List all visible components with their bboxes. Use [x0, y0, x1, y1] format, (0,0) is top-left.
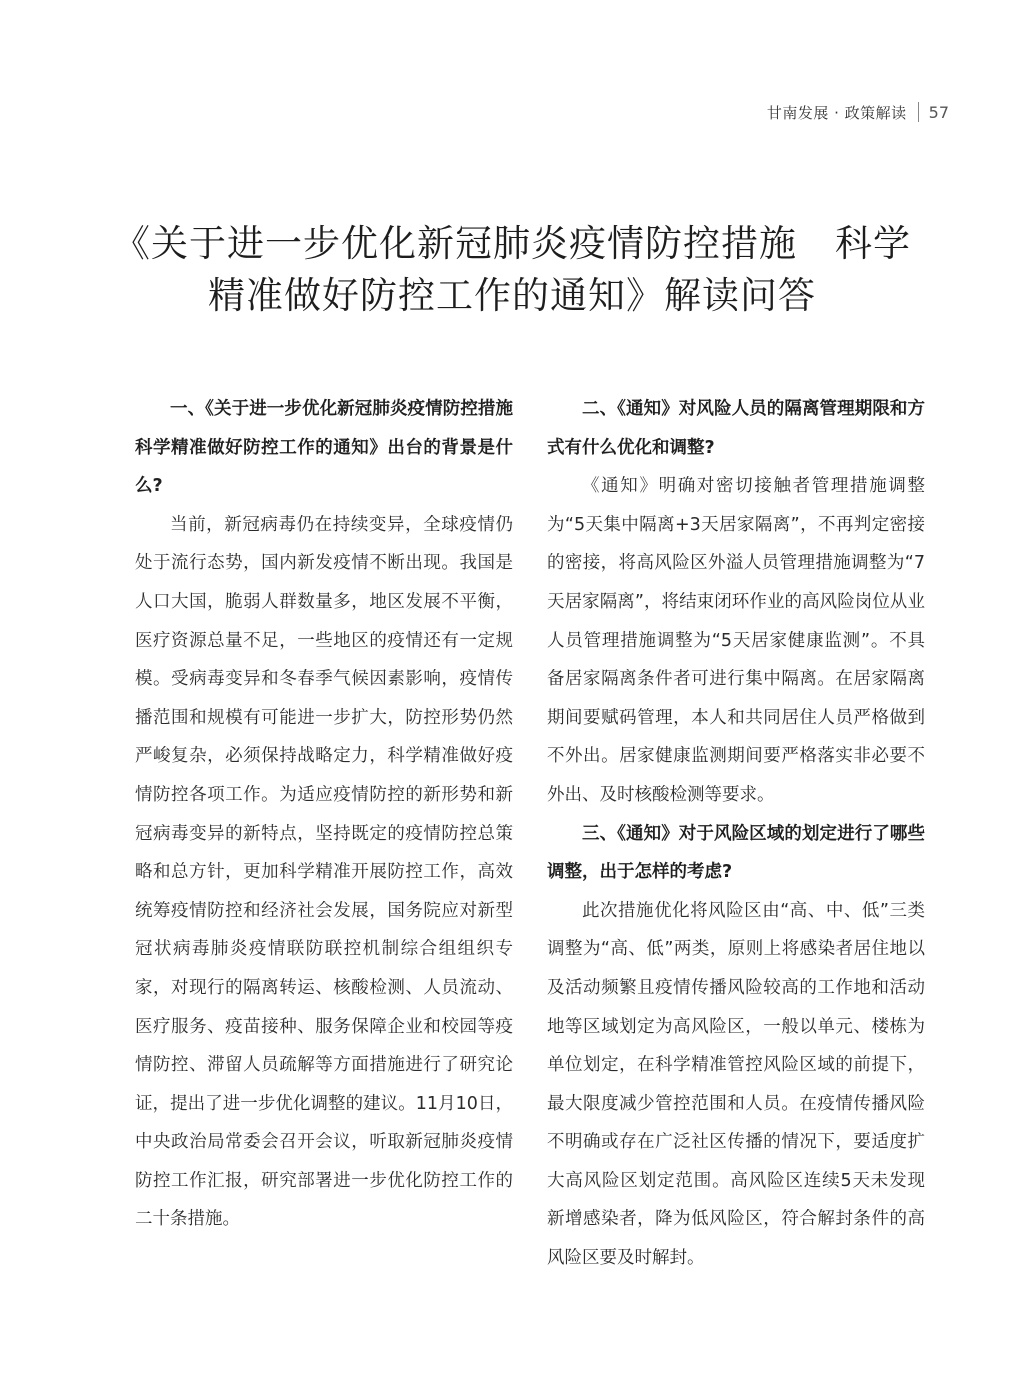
question-3: 三、《通知》对于风险区域的划定进行了哪些调整，出于怎样的考虑?	[547, 823, 925, 883]
left-column	[135, 390, 531, 1239]
right-column	[547, 390, 925, 1278]
answer-2: 《通知》明确对密切接触者管理措施调整为“5天集中隔离+3天居家隔离”，不再判定密接的密接，将高风险区外溢人员管理措施调整为“7天居家隔离”，将结束闭环作业的高风险岗位从业人员管理措施调整为“5天居家健康监测”。不具备居家隔离条件者可进行集中隔离。在居家隔离期间要赋码管理，本人和共同居住人员严格做到不外出。居家健康监测期间要严格落实非必要不外出、及时核酸检测等要求。	[547, 476, 925, 805]
header-divider	[918, 102, 919, 122]
running-header	[767, 101, 949, 123]
answer-3: 此次措施优化将风险区由“高、中、低”三类调整为“高、低”两类，原则上将感染者居住地以及活动频繁且疫情传播风险较高的工作地和活动地等区域划定为高风险区，一般以单元、楼栋为单位划定，在科学精准管控风险区域的前提下，最大限度减少管控范围和人员。在疫情传播风险不明确或存在广泛社区传播的情况下，要适度扩大高风险区划定范围。高风险区连续5天未发现新增感染者，降为低风险区，符合解封条件的高风险区要及时解封。	[547, 900, 925, 1269]
article-title	[0, 218, 1024, 322]
question-1: 一、《关于进一步优化新冠肺炎疫情防控措施 科学精准做好防控工作的通知》出台的背景是什么?	[135, 399, 531, 497]
question-2: 二、《通知》对风险人员的隔离管理期限和方式有什么优化和调整?	[547, 399, 925, 458]
page-number: 57	[928, 102, 949, 122]
article-title-line-2: 精准做好防控工作的通知》解读问答	[208, 274, 816, 317]
journal-section-label: 甘南发展 · 政策解读	[766, 103, 907, 122]
article-title-line-1: 《关于进一步优化新冠肺炎疫情防控措施 科学	[113, 222, 911, 265]
answer-1: 当前，新冠病毒仍在持续变异，全球疫情仍处于流行态势，国内新发疫情不断出现。我国是人口大国，脆弱人群数量多，地区发展不平衡，医疗资源总量不足，一些地区的疫情还有一定规模。受病毒变异和冬春季气候因素影响，疫情传播范围和规模有可能进一步扩大，防控形势仍然严峻复杂，必须保持战略定力，科学精准做好疫情防控各项工作。为适应疫情防控的新形势和新冠病毒变异的新特点，坚持既定的疫情防控总策略和总方针，更加科学精准开展防控工作，高效统筹疫情防控和经济社会发展，国务院应对新型冠状病毒肺炎疫情联防联控机制综合组组织专家，对现行的隔离转运、核酸检测、人员流动、医疗服务、疫苗接种、服务保障企业和校园等疫情防控、滞留人员疏解等方面措施进行了研究论证，提出了进一步优化调整的建议。11月10日，中央政治局常委会召开会议，听取新冠肺炎疫情防控工作汇报，研究部署进一步优化防控工作的二十条措施。	[135, 514, 513, 1230]
